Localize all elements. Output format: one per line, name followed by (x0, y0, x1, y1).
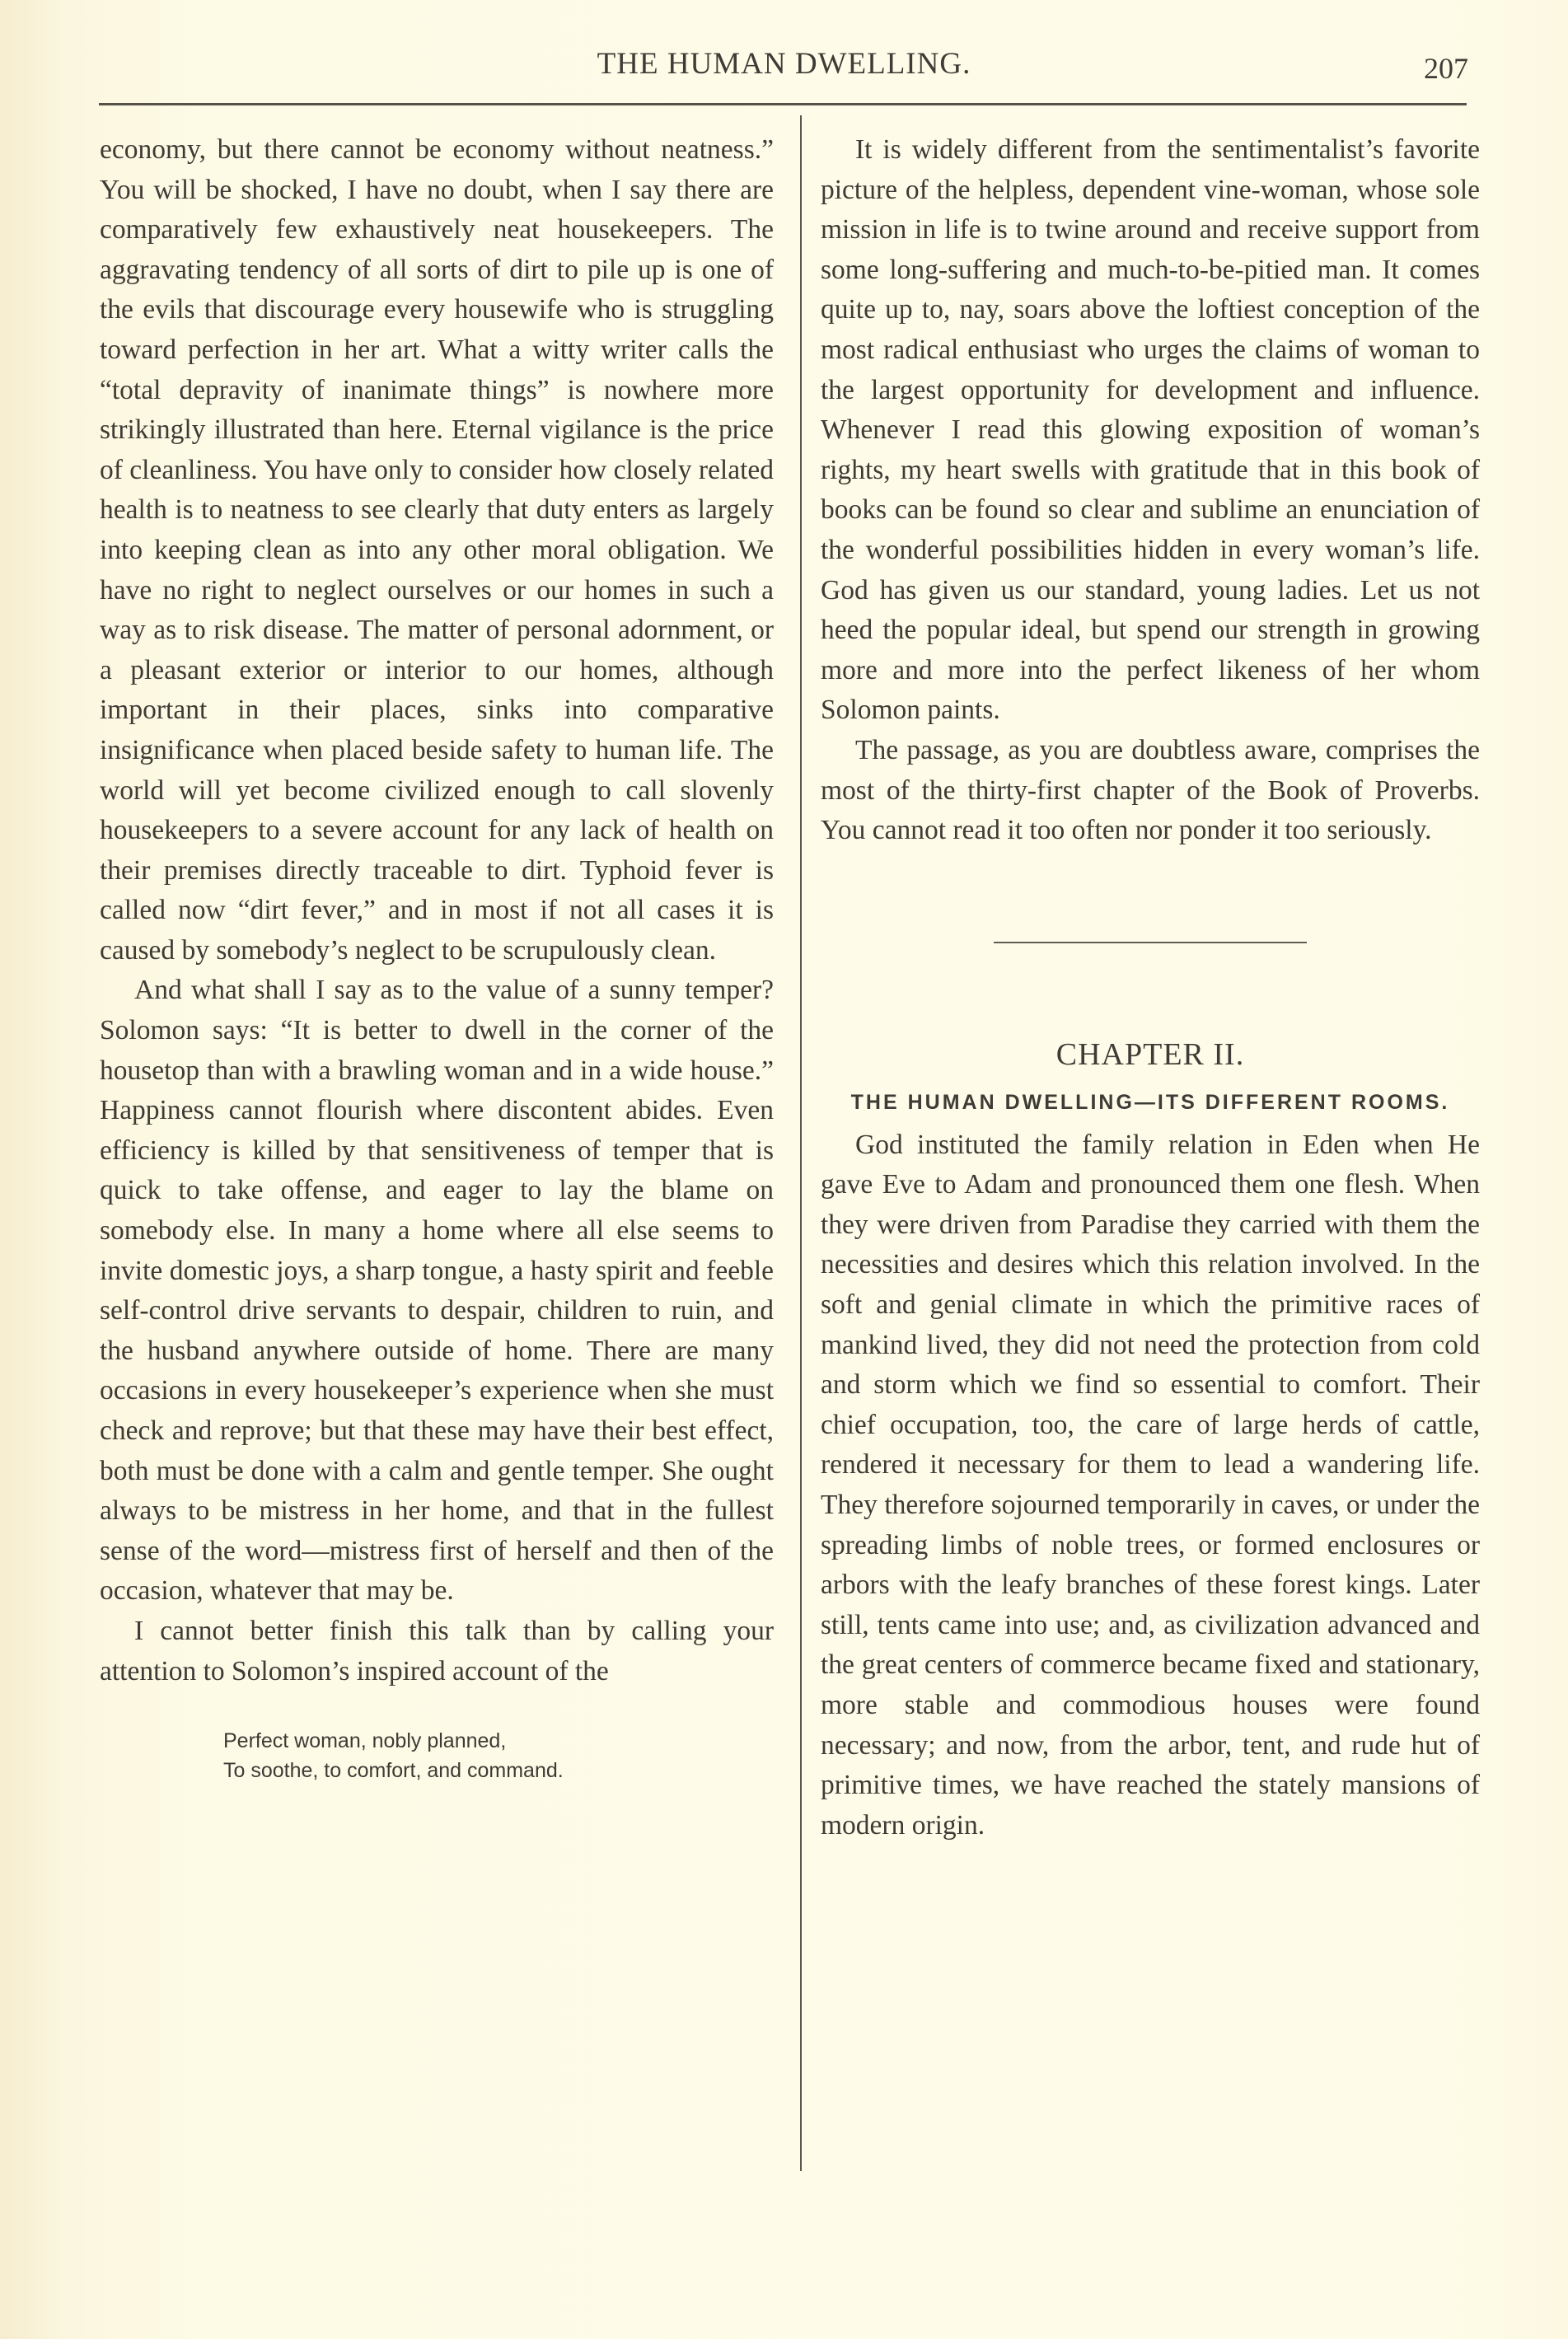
running-head (0, 41, 1568, 91)
left-column (100, 130, 774, 1785)
chapter-title: CHAPTER II. (1055, 1036, 1245, 1072)
paragraph: I cannot better finish this talk than by calling your attention to Solomon’s inspired account of the (100, 1615, 774, 1686)
running-title: THE HUMAN DWELLING. (597, 47, 971, 81)
paragraph: It is widely different from the sentimentalist’s favorite picture of the helpless, dependent vine-woman, whose sole mission in life is to twine around and receive support from some long-suffering and much-to-be-pitied man. It comes quite up to, nay, soars above the loftiest conception of the most radical enthusiast who urges the claims of woman to the largest opportunity for development and influence. Whenever I read this glowing exposition of woman’s rights, my heart swells with gratitude that in this book of books can be found so clear and sublime an enunciation of the wonderful possibilities hidden in every woman’s life. God has given us our standard, young ladies. Let us not heed the popular ideal, but spend our strength in growing more and more into the perfect likeness of her whom Solomon paints. (821, 134, 1480, 726)
header-rule (99, 103, 1467, 105)
paragraph: And what shall I say as to the value of a sunny temper? Solomon says: “It is better to dwell in the corner of the housetop than with a brawling woman and in a wide house.” Happiness cannot flourish where discontent abides. Even efficiency is killed by that sensitiveness of temper that is quick to take offense, and eager to lay the blame on somebody else. In many a home where all else seems to invite domestic joys, a sharp tongue, a hasty spirit and feeble self-control drive servants to despair, children to ruin, and the husband anywhere outside of home. There are many occasions in every housekeeper’s experience when she must check and reprove; but that these may have their best effect, both must be done with a calm and gentle temper. She ought always to be mistress in her home, and that in the fullest sense of the word—mistress first of herself and then of the occasion, whatever that may be. (100, 975, 774, 1607)
paragraph: The passage, as you are doubtless aware, comprises the most of the thirty-first chapter of the Book of Proverbs. You cannot read it too often nor ponder it too seriously. (821, 734, 1480, 846)
chapter-separator-rule (994, 942, 1307, 943)
page-number: 207 (1424, 52, 1468, 85)
column-divider (800, 115, 802, 2171)
paragraph: economy, but there cannot be economy without neatness.” You will be shocked, I have no doubt, when I say there are comparatively few exhaustively neat housekeepers. The aggravating tendency of all sorts of dirt to pile up is one of the evils that discourage every housewife who is struggling toward perfection in her art. What a witty writer calls the “total depravity of inanimate things” is nowhere more strikingly illustrated than here. Eternal vigilance is the price of cleanliness. You have only to consider how closely related health is to neatness to see clearly that duty enters as largely into keeping clean as into any other moral obligation. We have no right to neglect ourselves or our homes in such a way as to risk disease. The matter of personal adornment, or a pleasant exterior or interior to our homes, although important in their places, sinks into comparative insignificance when placed beside safety to human life. The world will yet become civilized enough to call slovenly housekeepers to a severe account for any lack of health on their premises directly traceable to dirt. Typhoid fever is called now “dirt fever,” and in most if not all cases it is caused by somebody’s neglect to be scrupulously clean. (100, 134, 774, 966)
paragraph: God instituted the family relation in Eden when He gave Eve to Adam and pronounced them one flesh. When they were driven from Paradise they carried with them the necessities and desires which this relation involved. In the soft and genial climate in which the primitive races of mankind lived, they did not need the protection from cold and storm which we find so essential to comfort. Their chief occupation, too, the care of large herds of cattle, rendered it necessary for them to lead a wandering life. They therefore sojourned temporarily in caves, or under the spreading limbs of noble trees, or formed enclosures or arbors with the leafy branches of these forest kings. Later still, tents came into use; and, as civilization advanced and the great centers of commerce became fixed and stationary, more stable and commodious houses were found necessary; and now, from the arbor, tent, and rude hut of primitive times, we have reached the stately mansions of modern origin. (821, 1129, 1480, 1841)
verse-line: Perfect woman, nobly planned, (223, 1729, 507, 1753)
chapter-subtitle: THE HUMAN DWELLING—ITS DIFFERENT ROOMS. (850, 1090, 1450, 1114)
right-column (821, 130, 1480, 1845)
verse-line: To soothe, to comfort, and command. (223, 1759, 564, 1783)
verse-quote (223, 1726, 774, 1785)
